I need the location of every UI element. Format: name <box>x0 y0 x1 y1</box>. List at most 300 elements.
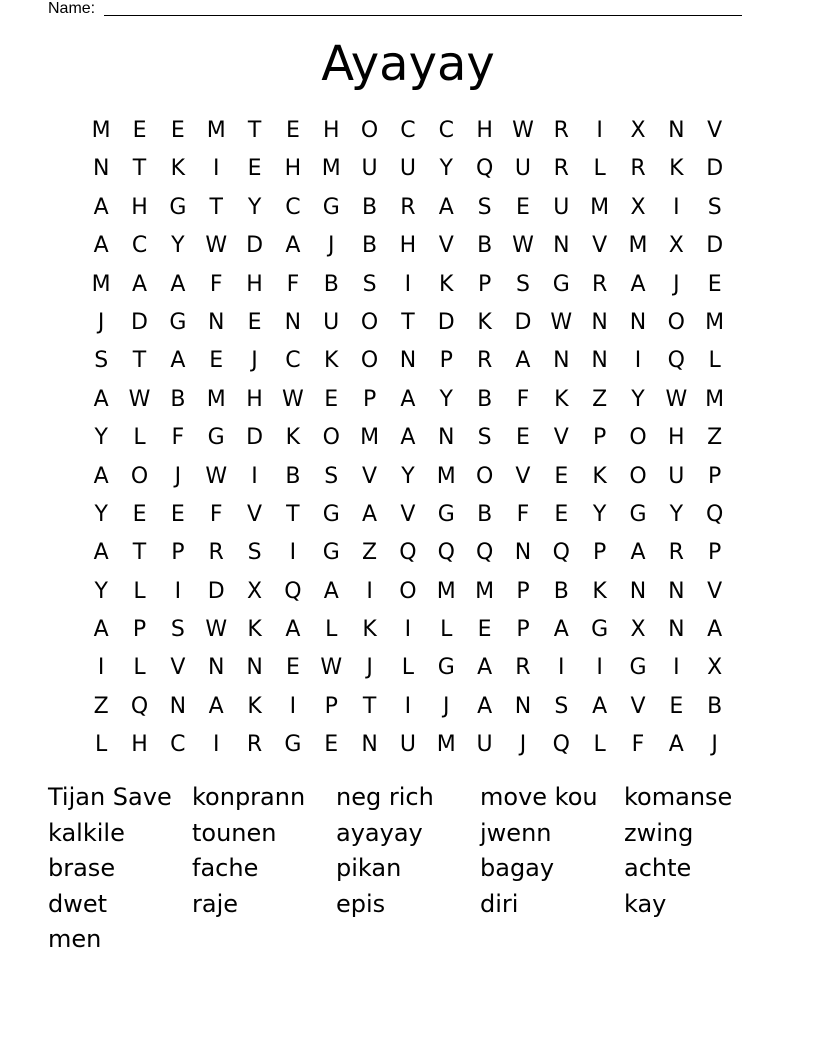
grid-letter: L <box>708 348 721 374</box>
word-list-item: move kou <box>480 783 598 811</box>
grid-letter: K <box>669 156 684 182</box>
word-list-item: achte <box>624 854 692 882</box>
grid-letter: O <box>399 578 417 604</box>
grid-letter: M <box>436 463 456 489</box>
grid-letter: X <box>630 194 646 220</box>
grid-letter: W <box>320 655 343 681</box>
grid-letter: P <box>477 271 492 297</box>
grid-letter: D <box>131 309 148 335</box>
grid-letter: R <box>553 156 569 182</box>
grid-letter: M <box>91 118 111 143</box>
grid-letter: N <box>668 578 685 604</box>
grid-letter: M <box>475 578 495 604</box>
grid-letter: Z <box>707 425 723 451</box>
grid-letter: U <box>668 463 685 489</box>
grid-letter: Y <box>592 501 607 527</box>
grid-letter: O <box>360 348 379 374</box>
grid-letter: X <box>630 617 646 643</box>
grid-row <box>82 381 734 419</box>
grid-letter: D <box>437 309 455 335</box>
grid-letter: E <box>516 194 530 220</box>
word-list-item: konprann <box>192 783 306 811</box>
grid-letter: E <box>554 501 569 527</box>
grid-row <box>82 342 734 380</box>
grid-letter: H <box>131 732 148 758</box>
grid-letter: S <box>324 463 339 489</box>
grid-letter: A <box>400 386 416 412</box>
grid-letter: Y <box>94 501 108 527</box>
grid-letter: N <box>284 309 302 335</box>
grid-letter: Q <box>284 578 302 604</box>
grid-letter: U <box>476 732 493 758</box>
grid-letter: K <box>324 348 339 374</box>
grid-letter: U <box>399 732 416 758</box>
grid-row <box>82 534 734 572</box>
grid-letter: J <box>673 271 680 297</box>
word-list-item: ayayay <box>336 818 423 847</box>
grid-row <box>82 573 734 611</box>
grid-letter: P <box>593 425 607 451</box>
word-list-item: men <box>48 925 102 953</box>
grid-letter: P <box>708 540 722 566</box>
grid-letter: T <box>401 309 415 335</box>
grid-letter: U <box>361 156 378 182</box>
grid-letter: S <box>554 693 569 719</box>
grid-letter: C <box>285 194 301 220</box>
word-list-item: epis <box>336 889 386 918</box>
grid-letter: L <box>593 156 606 182</box>
grid-letter: I <box>634 348 642 374</box>
grid-letter: A <box>477 655 493 681</box>
grid-letter: Q <box>475 156 494 182</box>
grid-letter: H <box>246 271 263 297</box>
grid-letter: P <box>516 617 530 643</box>
grid-letter: Y <box>439 156 453 182</box>
grid-letter: C <box>285 348 301 374</box>
word-list-item: bagay <box>480 854 555 882</box>
grid-letter: M <box>91 271 111 297</box>
grid-letter: I <box>673 194 680 220</box>
grid-letter: L <box>95 732 108 758</box>
grid-letter: Y <box>94 578 108 604</box>
grid-letter: B <box>285 463 301 489</box>
grid-letter: V <box>438 233 454 259</box>
grid-row <box>82 150 734 188</box>
grid-letter: V <box>553 425 569 451</box>
grid-letter: W <box>282 386 304 412</box>
grid-letter: K <box>477 309 492 335</box>
grid-letter: H <box>399 233 417 259</box>
grid-letter: A <box>707 617 723 643</box>
grid-letter: F <box>209 271 223 297</box>
grid-letter: A <box>93 233 109 259</box>
grid-letter: I <box>596 655 603 681</box>
grid-letter: P <box>132 617 147 643</box>
word-list-item: pikan <box>336 854 402 882</box>
grid-letter: M <box>628 233 648 259</box>
grid-letter: V <box>630 693 646 719</box>
grid-letter: E <box>285 118 300 143</box>
grid-letter: L <box>133 425 146 451</box>
grid-letter: O <box>667 309 685 335</box>
grid-letter: M <box>436 732 456 758</box>
grid-letter: K <box>554 386 569 412</box>
grid-letter: K <box>362 617 377 643</box>
grid-letter: B <box>362 194 378 220</box>
grid-letter: A <box>553 617 569 643</box>
grid-letter: G <box>322 194 340 220</box>
grid-letter: D <box>246 233 264 259</box>
grid-letter: S <box>477 194 492 220</box>
grid-letter: N <box>514 693 532 719</box>
grid-letter: A <box>93 386 109 412</box>
grid-letter: W <box>128 386 151 412</box>
grid-letter: I <box>404 617 412 643</box>
grid-letter: A <box>400 425 416 451</box>
grid-letter: E <box>669 693 684 719</box>
grid-letter: G <box>284 732 302 758</box>
grid-letter: Q <box>552 732 570 758</box>
grid-letter: Y <box>94 425 108 451</box>
grid-letter: C <box>131 233 148 259</box>
grid-letter: O <box>629 425 647 451</box>
grid-letter: G <box>322 540 340 566</box>
grid-letter: N <box>92 156 110 182</box>
grid-letter: J <box>174 463 182 489</box>
word-list-item: kalkile <box>48 818 125 847</box>
grid-letter: H <box>322 118 340 143</box>
grid-letter: W <box>550 309 573 335</box>
grid-letter: Q <box>667 348 685 374</box>
grid-letter: A <box>630 271 646 297</box>
grid-letter: K <box>247 617 262 643</box>
word-list-item: jwenn <box>480 818 552 847</box>
grid-letter: N <box>668 617 685 643</box>
grid-row <box>82 649 734 687</box>
grid-letter: A <box>170 348 186 374</box>
grid-letter: E <box>170 501 185 527</box>
grid-letter: E <box>324 732 339 758</box>
grid-letter: M <box>206 386 226 412</box>
grid-letter: U <box>514 156 531 182</box>
grid-letter: D <box>246 425 264 451</box>
grid-letter: P <box>593 540 607 566</box>
grid-letter: K <box>170 156 186 182</box>
grid-letter: N <box>629 578 647 604</box>
grid-letter: K <box>285 425 301 451</box>
grid-letter: O <box>629 463 647 489</box>
grid-letter: O <box>130 463 149 489</box>
grid-letter: I <box>558 655 565 681</box>
grid-letter: R <box>591 271 608 297</box>
grid-letter: Y <box>247 194 262 220</box>
grid-letter: T <box>247 118 262 143</box>
grid-letter: M <box>321 156 341 182</box>
grid-letter: O <box>322 425 340 451</box>
grid-letter: Y <box>631 386 645 412</box>
name-field <box>48 0 742 18</box>
grid-letter: E <box>247 156 262 182</box>
grid-letter: N <box>207 309 225 335</box>
grid-letter: N <box>514 540 532 566</box>
grid-letter: Q <box>437 540 455 566</box>
word-list-item: kay <box>624 889 667 918</box>
grid-letter: Z <box>93 693 109 719</box>
grid-letter: H <box>668 425 685 451</box>
grid-letter: H <box>476 118 493 143</box>
grid-letter: P <box>708 463 722 489</box>
grid-letter: G <box>552 271 570 297</box>
grid-letter: W <box>205 233 228 259</box>
grid-letter: A <box>93 617 109 643</box>
grid-letter: V <box>170 655 186 681</box>
name-underline <box>104 15 742 16</box>
page-title: Ayayay <box>321 36 495 92</box>
grid-letter: A <box>630 540 646 566</box>
grid-letter: O <box>360 309 379 335</box>
grid-letter: S <box>707 194 722 220</box>
grid-letter: U <box>323 309 340 335</box>
grid-letter: J <box>251 348 258 374</box>
grid-letter: H <box>246 386 263 412</box>
grid-letter: N <box>553 348 570 374</box>
grid-letter: T <box>362 693 377 719</box>
grid-letter: B <box>477 501 493 527</box>
grid-letter: D <box>207 578 225 604</box>
word-list-item: fache <box>192 854 259 882</box>
grid-letter: G <box>629 501 647 527</box>
word-list-item: dwet <box>48 889 108 918</box>
grid-letter: M <box>705 309 725 335</box>
grid-letter: V <box>515 463 531 489</box>
grid-letter: B <box>170 386 186 412</box>
grid-letter: D <box>706 156 724 182</box>
grid-letter: R <box>630 156 646 182</box>
grid-letter: L <box>133 578 146 604</box>
grid-letter: P <box>439 348 453 374</box>
grid-letter: Q <box>706 501 724 527</box>
grid-letter: D <box>514 309 532 335</box>
grid-row <box>82 688 734 726</box>
word-list-item: zwing <box>624 818 694 847</box>
grid-letter: A <box>93 463 109 489</box>
grid-letter: W <box>665 386 688 412</box>
grid-letter: Y <box>439 386 453 412</box>
grid-row <box>82 304 734 342</box>
grid-letter: K <box>592 578 607 604</box>
grid-letter: W <box>512 118 534 143</box>
grid-letter: S <box>477 425 492 451</box>
grid-letter: J <box>711 732 718 758</box>
grid-letter: A <box>170 271 186 297</box>
grid-letter: F <box>286 271 300 297</box>
grid-letter: J <box>366 655 373 681</box>
grid-letter: A <box>323 578 339 604</box>
grid-letter: Q <box>130 693 149 719</box>
grid-letter: Y <box>171 233 185 259</box>
grid-letter: G <box>207 425 225 451</box>
grid-letter: J <box>443 693 450 719</box>
grid-letter: Z <box>592 386 608 412</box>
grid-letter: G <box>591 617 609 643</box>
grid-letter: E <box>132 501 147 527</box>
grid-letter: X <box>668 233 684 259</box>
grid-letter: E <box>554 463 569 489</box>
grid-letter: R <box>476 348 493 374</box>
grid-letter: S <box>362 271 377 297</box>
grid-letter: A <box>93 540 109 566</box>
grid-letter: N <box>438 425 455 451</box>
grid-letter: A <box>592 693 608 719</box>
grid-letter: N <box>361 732 378 758</box>
word-list-item: brase <box>48 854 116 882</box>
word-list-item: diri <box>480 889 519 918</box>
grid-row <box>82 227 734 265</box>
grid-letter: P <box>362 386 377 412</box>
grid-letter: I <box>212 732 220 758</box>
grid-letter: T <box>209 194 223 220</box>
grid-letter: M <box>590 194 610 220</box>
grid-letter: F <box>171 425 185 451</box>
grid-letter: G <box>437 501 455 527</box>
grid-letter: F <box>631 732 645 758</box>
grid-letter: I <box>404 693 412 719</box>
word-list-item: neg rich <box>336 783 434 811</box>
grid-letter: Q <box>552 540 570 566</box>
grid-letter: E <box>477 617 492 643</box>
word-list-item: Tijan Save <box>48 783 172 811</box>
grid-letter: E <box>170 118 185 143</box>
grid-letter: L <box>401 655 415 681</box>
grid-letter: J <box>519 732 527 758</box>
grid-letter: Z <box>362 540 378 566</box>
grid-letter: J <box>97 309 105 335</box>
word-list-item: raje <box>192 889 239 918</box>
grid-letter: M <box>206 118 226 143</box>
grid-letter: R <box>553 118 569 143</box>
grid-letter: V <box>707 578 723 604</box>
grid-letter: G <box>169 309 187 335</box>
grid-letter: C <box>438 118 454 143</box>
word-list-item: tounen <box>192 818 277 847</box>
grid-letter: N <box>553 233 570 259</box>
grid-letter: P <box>516 578 530 604</box>
grid-letter: I <box>404 271 412 297</box>
grid-letter: B <box>707 693 723 719</box>
grid-letter: M <box>705 386 725 412</box>
grid-letter: Q <box>399 540 417 566</box>
name-label: Name: <box>48 0 96 17</box>
grid-letter: N <box>207 655 225 681</box>
grid-letter: S <box>515 271 530 297</box>
grid-letter: N <box>246 655 263 681</box>
grid-row <box>82 189 734 227</box>
grid-letter: M <box>436 578 456 604</box>
grid-letter: V <box>400 501 416 527</box>
grid-letter: X <box>630 118 646 143</box>
grid-letter: A <box>477 693 493 719</box>
grid-letter: N <box>629 309 647 335</box>
grid-letter: K <box>592 463 607 489</box>
grid-letter: U <box>399 156 416 182</box>
grid-row <box>82 419 734 457</box>
grid-letter: Q <box>475 540 494 566</box>
grid-letter: B <box>323 271 339 297</box>
grid-row <box>82 458 734 496</box>
grid-letter: E <box>516 425 530 451</box>
grid-letter: B <box>477 233 493 259</box>
grid-letter: C <box>400 118 416 143</box>
grid-letter: T <box>286 501 300 527</box>
grid-letter: G <box>437 655 455 681</box>
grid-letter: A <box>362 501 378 527</box>
grid-letter: B <box>553 578 569 604</box>
grid-letter: B <box>362 233 378 259</box>
grid-letter: R <box>400 194 416 220</box>
grid-letter: V <box>707 118 723 143</box>
grid-letter: W <box>512 233 534 259</box>
grid-letter: N <box>399 348 417 374</box>
grid-letter: I <box>366 578 373 604</box>
grid-letter: L <box>325 617 338 643</box>
grid-letter: E <box>707 271 722 297</box>
grid-letter: A <box>285 233 301 259</box>
grid-letter: V <box>247 501 263 527</box>
grid-letter: G <box>629 655 647 681</box>
grid-letter: P <box>171 540 185 566</box>
grid-letter: L <box>133 655 146 681</box>
grid-letter: I <box>673 655 680 681</box>
grid-row <box>82 266 734 304</box>
grid-letter: I <box>212 156 220 182</box>
grid-letter: E <box>209 348 224 374</box>
grid-letter: G <box>169 194 187 220</box>
grid-letter: K <box>247 693 262 719</box>
grid-letter: A <box>515 348 531 374</box>
grid-letter: B <box>477 386 493 412</box>
grid-letter: N <box>591 309 608 335</box>
grid-letter: E <box>324 386 339 412</box>
grid-row <box>82 611 734 649</box>
grid-letter: E <box>285 655 300 681</box>
grid-letter: O <box>360 118 379 143</box>
grid-letter: E <box>132 118 147 143</box>
grid-letter: R <box>515 655 531 681</box>
grid-letter: V <box>362 463 378 489</box>
grid-row <box>82 726 734 764</box>
grid-letter: I <box>174 578 182 604</box>
word-list-item: komanse <box>624 783 733 811</box>
grid-letter: N <box>169 693 187 719</box>
grid-letter: A <box>285 617 301 643</box>
grid-letter: V <box>592 233 608 259</box>
grid-letter: A <box>208 693 224 719</box>
grid-letter: I <box>289 693 297 719</box>
grid-letter: D <box>706 233 724 259</box>
grid-letter: A <box>668 732 684 758</box>
grid-letter: R <box>668 540 684 566</box>
grid-letter: N <box>591 348 608 374</box>
grid-letter: A <box>131 271 148 297</box>
grid-letter: S <box>247 540 262 566</box>
grid-letter: H <box>284 156 302 182</box>
grid-letter: O <box>475 463 494 489</box>
grid-letter: F <box>516 501 530 527</box>
grid-letter: X <box>247 578 263 604</box>
grid-letter: R <box>208 540 224 566</box>
grid-letter: L <box>593 732 606 758</box>
letter-grid <box>82 112 734 765</box>
